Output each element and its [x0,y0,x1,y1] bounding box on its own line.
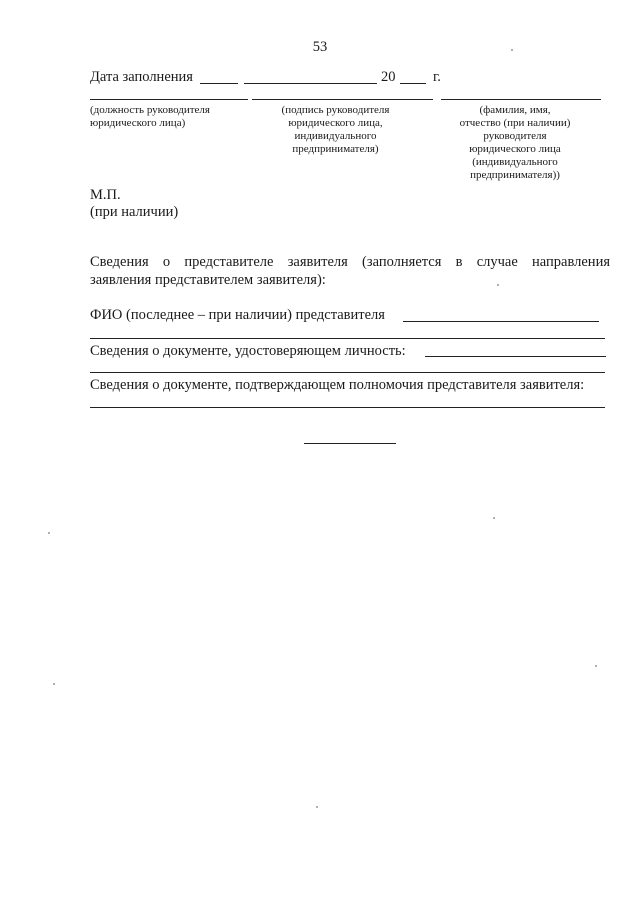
scan-speck [595,665,597,667]
signature-caption: (подпись руководителя юридического лица, индивидуального предпринимателя) [281,104,390,155]
full-name-field[interactable] [441,99,601,100]
date-label: Дата заполнения [90,69,193,85]
fio-field-continuation[interactable] [90,338,605,339]
scan-speck [316,806,318,808]
page-number: 53 [312,39,328,55]
stamp-label: М.П. [90,187,121,203]
position-field[interactable] [90,99,248,100]
scan-speck [511,49,513,51]
fio-label: ФИО (последнее – при наличии) представителя [90,307,385,323]
date-year-field[interactable] [400,83,426,84]
identity-document-field[interactable] [425,356,606,357]
scan-speck [497,284,499,286]
date-month-field[interactable] [244,83,377,84]
authority-document-label: Сведения о документе, подтверждающем полномочия представителя заявителя: [90,377,585,393]
date-day-field[interactable] [200,83,238,84]
representative-intro-line2: заявления представителем заявителя): [90,272,326,288]
scan-speck [493,517,495,519]
representative-intro-line1: Сведения о представителе заявителя (заполняется в случае направления [90,254,610,270]
date-year-prefix: 20 [381,69,396,85]
signature-field[interactable] [252,99,433,100]
authority-document-field[interactable] [90,407,605,408]
end-separator [304,443,396,444]
position-caption: (должность руководителя юридического лица) [90,104,210,129]
identity-document-label: Сведения о документе, удостоверяющем личность: [90,343,406,359]
stamp-note: (при наличии) [90,204,179,220]
full-name-caption: (фамилия, имя, отчество (при наличии) руководителя юридического лица (индивидуального предпринимателя)) [459,104,571,181]
identity-document-field-continuation[interactable] [90,372,605,373]
fio-field[interactable] [403,321,599,322]
scan-speck [48,532,50,534]
date-year-suffix: г. [433,69,441,85]
scan-speck [53,683,55,685]
